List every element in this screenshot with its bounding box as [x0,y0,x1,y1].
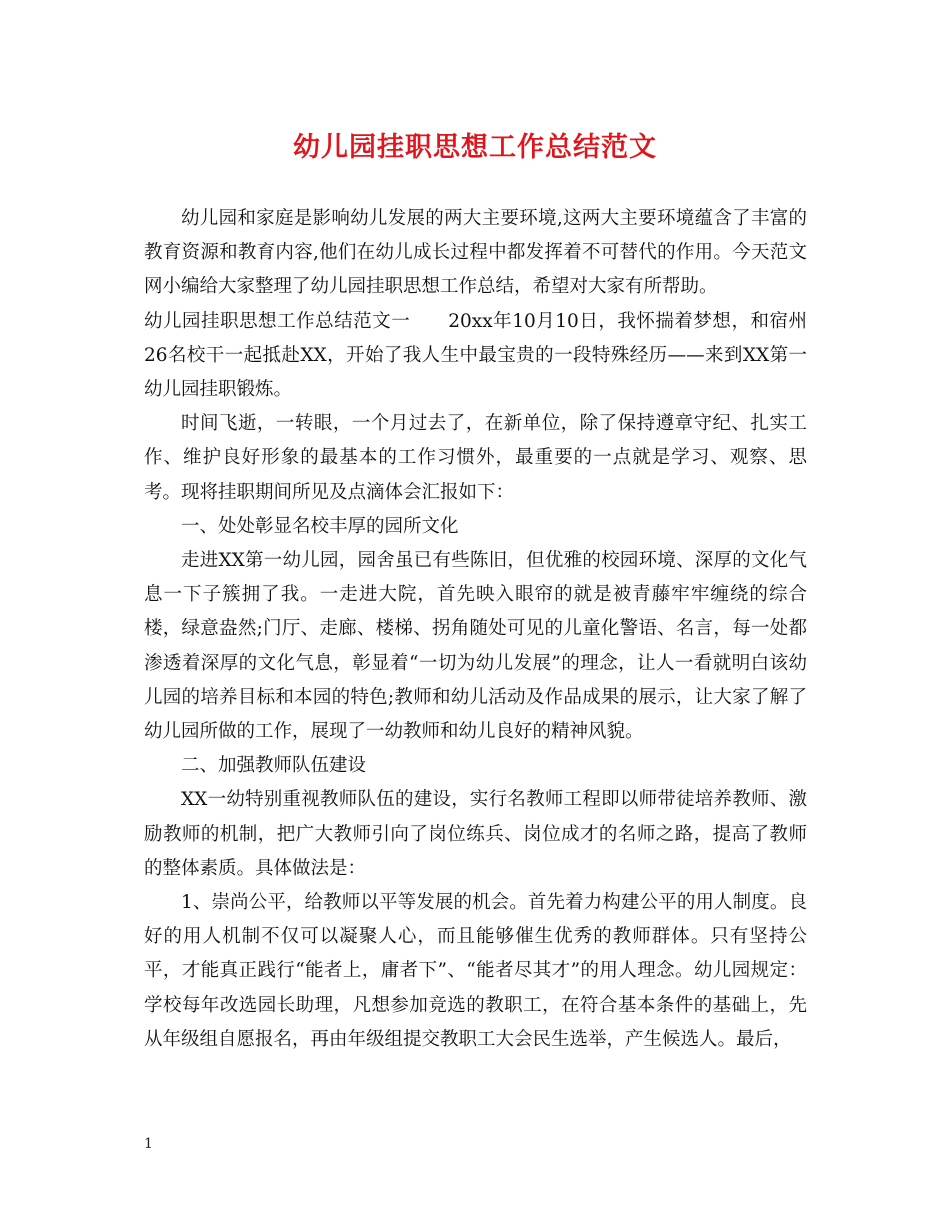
paragraph-teachers: XX一幼特别重视教师队伍的建设，实行名教师工程即以师带徒培养教师、激励教师的机制，把广大教师引向了岗位练兵、岗位成才的名师之路，提高了教师的整体素质。具体做法是： [144,789,807,879]
paragraph-fairness: 1、崇尚公平，给教师以平等发展的机会。首先着力构建公平的用人制度。良好的用人机制不仅可以凝聚人心，而且能够催生优秀的教师群体。只有坚持公平，才能真正践行“能者上，庸者下”、“能者尽其才”的用人理念。幼儿园规定：学校每年改选园长助理，凡想参加竞选的教职工，在符合基本条件的基础上，先从年级组自愿报名，再由年级组提交教职工大会民生选举，产生候选人。最后， [144,892,807,1050]
document-title: 幼儿园挂职思想工作总结范文 [293,132,657,163]
document-body [144,202,807,1057]
paragraph-culture: 走进XX第一幼儿园，园舍虽已有些陈旧，但优雅的校园环境、深厚的文化气息一下子簇拥了我。一走进大院，首先映入眼帘的就是被青藤牢牢缠绕的综合楼，绿意盎然;门厅、走廊、楼梯、拐角随处可见的儿童化警语、名言，每一处都渗透着深厚的文化气息，彰显着“一切为幼儿发展”的理念，让人一看就明白该幼儿园的培养目标和本园的特色;教师和幼儿活动及作品成果的展示，让大家了解了幼儿园所做的工作，展现了一幼教师和幼儿良好的精神风貌。 [144,550,807,743]
paragraph-intro: 幼儿园和家庭是影响幼儿发展的两大主要环境,这两大主要环境蕴含了丰富的教育资源和教育内容,他们在幼儿成长过程中都发挥着不可替代的作用。今天范文网小编给大家整理了幼儿园挂职思想工作总结，希望对大家有所帮助。 [144,208,807,298]
section-heading-teachers: 二、加强教师队伍建设 [181,755,367,777]
paragraph-time-flies: 时间飞逝，一转眼，一个月过去了，在新单位，除了保持遵章守纪、扎实工作、维护良好形象的最基本的工作习惯外，最重要的一点就是学习、观察、思考。现将挂职期间所见及点滴体会汇报如下： [144,413,807,503]
page-number: 1 [144,1136,153,1152]
section-heading-culture: 一、处处彰显名校丰厚的园所文化 [181,515,459,537]
paragraph-sample-one: 幼儿园挂职思想工作总结范文一 20xx年10月10日，我怀揣着梦想，和宿州26名校干一起抵赴XX，开始了我人生中最宝贵的一段特殊经历——来到XX第一幼儿园挂职锻炼。 [144,310,807,401]
